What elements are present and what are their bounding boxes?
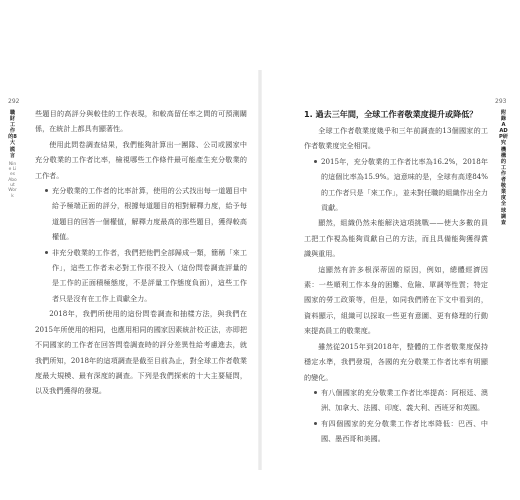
bullet-item (45, 245, 247, 307)
running-head-subtitle: Nine Lies About Work (8, 161, 17, 199)
running-head (499, 110, 508, 226)
bullet-item (45, 183, 247, 245)
running-head (8, 110, 17, 199)
paragraph: 使用此問卷調查結果，我們能夠計算出一團隊、公司或國家中充分敬業的工作者比率，檢視哪些工作條件最可能產生充分敬業的工作者。 (35, 139, 247, 180)
bullet-item (314, 416, 488, 447)
bullet-dot-icon (314, 422, 317, 425)
paragraph: 這顯然有許多根深蒂固的原因，例如，總體經濟因素：一些順利工作本身的困難、危險、單調等性質；特定國家的勞工政策等，但是，如同我們將在下文中看到的，資料顯示，組織可以採取一些更有意圖、更有條理的行動來提高員工的敬業度。 (304, 264, 488, 336)
bullet-dot-icon (314, 160, 317, 163)
bullet-list (304, 385, 488, 447)
page-number: 293 (495, 98, 507, 105)
paragraph: 全球工作者敬業度幾乎和三年前調查的13個國家的工作者敬業度完全相同。 (304, 126, 488, 151)
left-page (0, 0, 258, 500)
paragraph: 顯然，組織仍然未能解決這項挑戰——使大多數的員工把工作視為能夠貢獻自己的方法，而且具備能夠獲得賞識與重用。 (304, 218, 488, 259)
body-text (35, 106, 247, 399)
running-head-title: 職財工作的8大謊言 (8, 110, 17, 159)
bullet-dot-icon (45, 251, 48, 254)
bullet-item (314, 385, 488, 416)
bullet-list (35, 183, 247, 306)
paragraph: 2018年，我們所使用的這份問卷調查和抽樣方法，與我們在2015年所使用的相同，也應用相同的國家因素統計校正法，亦即把不同國家的工作者在回答問卷調查時的評分差異性給考慮進去，就我們所知，2018年的這項調查是截至目前為止，對全球工作者敬業度最大規模、最有深度的調查。下列是我們探索的十大主要疑問，以及我們獲得的發現。 (35, 309, 247, 396)
running-head-title: 附錄A ADP研究機構的工作者敬業度全球調查 (499, 110, 508, 226)
bullet-text: 充分敬業的工作者的比率計算，使用的公式找出每一道題目中給予極端正面的評分，根據每道題目的相對解釋力度，給予每道題目的回答一個權值，解釋力度最高的那些題目，獲得較高權值。 (52, 186, 247, 242)
bullet-text: 有八個國家的充分敬業工作者比率提高：阿根廷、澳洲、加拿大、法國、印度、義大利、西班牙和英國。 (321, 387, 488, 413)
section-heading: 1. 過去三年間，全球工作者敬業度提升或降低？ (304, 109, 478, 119)
bullet-dot-icon (45, 189, 48, 192)
body-text (304, 106, 488, 447)
bullet-item (314, 154, 488, 216)
bullet-text: 有四個國家的充分敬業工作者比率降低：巴西、中國、墨西哥和美國。 (321, 418, 488, 444)
bullet-text: 非充分敬業的工作者，我們把他們全部歸成一類，簡稱「來工作」，這些工作者未必對工作很不投入（這份問卷調查評量的是工作的正面積極態度，不是評量工作態度負面），這些工作者只是沒有在工作上貢獻全力。 (52, 247, 247, 303)
page-number: 292 (8, 98, 20, 105)
paragraph: 雖然從2015年到2018年，整體的工作者敬業度保持穩定水準，我們發現，各國的充分敬業工作者比率有明顯的變化。 (304, 341, 488, 382)
paragraph: 些題目的高評分與較佳的工作表現，和較高留任率之間的可預測關係，在統計上都具有顯著性。 (35, 109, 247, 134)
bullet-text: 2015年，充分敬業的工作者比率為16.2%，2018年的這個比率為15.9%。這意味的是，全球有高達84%的工作者只是「來工作」，並未對任職的組織作出全力貢獻。 (321, 156, 488, 213)
bullet-list (304, 154, 488, 216)
right-page (262, 0, 520, 500)
bullet-dot-icon (314, 391, 317, 394)
